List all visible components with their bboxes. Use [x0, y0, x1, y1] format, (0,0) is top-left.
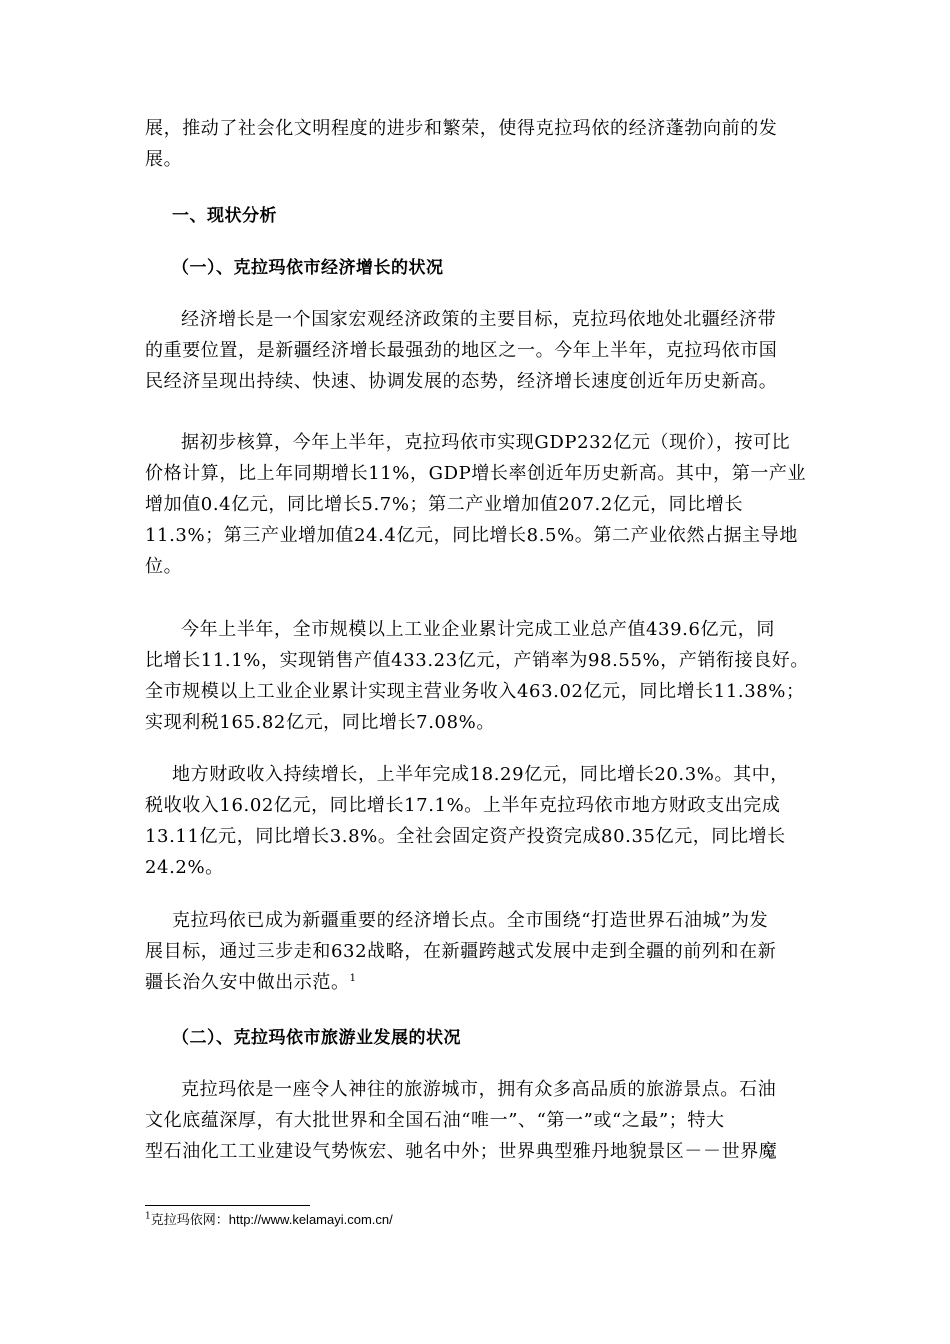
paragraph-line: 经济增长是一个国家宏观经济政策的主要目标，克拉玛依地处北疆经济带 — [181, 309, 777, 330]
subsection-heading: （一）、克拉玛依市经济增长的状况 — [172, 258, 444, 278]
paragraph-line: 据初步核算，今年上半年，克拉玛依市实现GDP232亿元（现价），按可比 — [181, 432, 791, 453]
intro-line: 展。 — [145, 149, 183, 170]
paragraph-line: 11.3%；第三产业增加值24.4亿元，同比增长8.5%。第二产业依然占据主导地 — [145, 525, 798, 546]
footnote-separator — [145, 1205, 310, 1206]
footnote-label: 克拉玛依网： — [150, 1213, 229, 1228]
paragraph-line — [145, 972, 825, 994]
paragraph-line: 增加值0.4亿元，同比增长5.7%；第二产业增加值207.2亿元，同比增长 — [145, 494, 744, 515]
paragraph-line: 24.2%。 — [145, 857, 224, 878]
section-heading: 一、现状分析 — [172, 206, 277, 226]
paragraph-line: 文化底蕴深厚，有大批世界和全国石油“唯一”、“第一”或“之最”；特大 — [145, 1110, 725, 1131]
paragraph-line: 的重要位置，是新疆经济增长最强劲的地区之一。今年上半年，克拉玛依市国 — [145, 340, 778, 361]
footnote — [145, 1212, 393, 1229]
footnote-reference: 1 — [349, 973, 357, 984]
paragraph-line: 13.11亿元，同比增长3.8%。全社会固定资产投资完成80.35亿元，同比增长 — [145, 826, 786, 847]
paragraph-line: 型石油化工工业建设气势恢宏、驰名中外；世界典型雅丹地貌景区－－世界魔 — [145, 1141, 778, 1162]
paragraph-line: 地方财政收入持续增长，上半年完成18.29亿元，同比增长20.3%。其中， — [172, 764, 789, 785]
paragraph-line: 展目标，通过三步走和632战略，在新疆跨越式发展中走到全疆的前列和在新 — [145, 941, 777, 962]
paragraph-line: 位。 — [145, 556, 183, 577]
paragraph-line: 价格计算，比上年同期增长11%，GDP增长率创近年历史新高。其中，第一产业 — [145, 463, 807, 484]
footnote-mark: 1 — [145, 1211, 151, 1222]
paragraph-line: 克拉玛依已成为新疆重要的经济增长点。全市围绕“打造世界石油城”为发 — [172, 910, 769, 931]
subsection-heading: （二）、克拉玛依市旅游业发展的状况 — [172, 1028, 461, 1048]
paragraph-line: 今年上半年，全市规模以上工业企业累计完成工业总产值439.6亿元，同 — [181, 619, 775, 640]
paragraph-line: 比增长11.1%，实现销售产值433.23亿元，产销率为98.55%，产销衔接良好。 — [145, 650, 809, 671]
intro-line: 展，推动了社会化文明程度的进步和繁荣，使得克拉玛依的经济蓬勃向前的发 — [145, 118, 778, 139]
paragraph-line: 实现利税165.82亿元，同比增长7.08%。 — [145, 712, 495, 733]
paragraph-line-text: 疆长治久安中做出示范。 — [145, 972, 350, 993]
paragraph-line: 克拉玛依是一座令人神往的旅游城市，拥有众多高品质的旅游景点。石油 — [181, 1079, 777, 1100]
paragraph-line: 民经济呈现出持续、快速、协调发展的态势，经济增长速度创近年历史新高。 — [145, 371, 778, 392]
paragraph-line: 税收收入16.02亿元，同比增长17.1%。上半年克拉玛依市地方财政支出完成 — [145, 795, 781, 816]
footnote-url: http://www.kelamayi.com.cn/ — [228, 1212, 393, 1227]
paragraph-line: 全市规模以上工业企业累计实现主营业务收入463.02亿元，同比增长11.38%； — [145, 681, 805, 702]
